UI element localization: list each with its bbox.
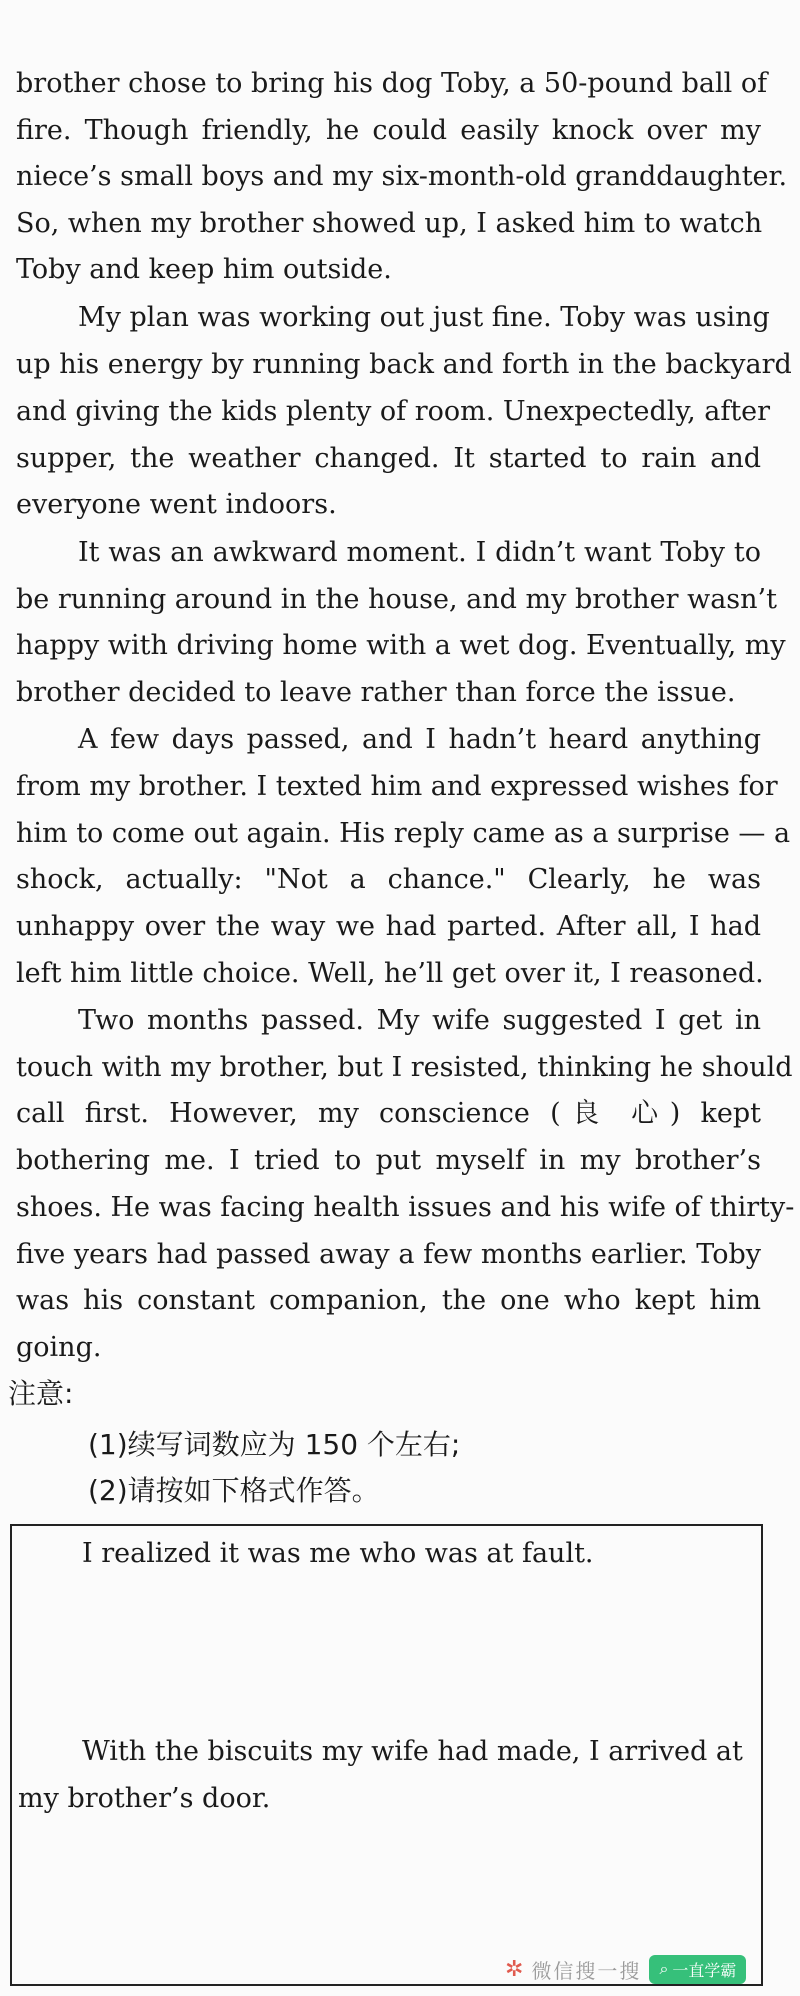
passage-line: five years had passed away a few months earlier. Toby	[16, 1239, 761, 1270]
passage-line: was his constant companion, the one who kept him	[16, 1285, 761, 1316]
passage-line: shoes. He was facing health issues and his wife of thirty-	[16, 1192, 795, 1223]
passage-line: be running around in the house, and my brother wasn’t	[16, 584, 777, 615]
passage-line: supper, the weather changed. It started to rain and	[16, 443, 761, 474]
passage-line: and giving the kids plenty of room. Unexpectedly, after	[16, 396, 771, 427]
passage-line: Toby and keep him outside.	[16, 254, 392, 285]
passage-line: happy with driving home with a wet dog. Eventually, my	[16, 630, 786, 661]
passage-line: brother chose to bring his dog Toby, a 50-pound ball of	[16, 68, 768, 99]
passage-line: unhappy over the way we had parted. After all, I had	[16, 911, 761, 942]
notes-heading: 注意:	[8, 1377, 74, 1410]
answer-para2-line2: my brother’s door.	[18, 1783, 271, 1814]
passage-line: It was an awkward moment. I didn’t want Toby to	[78, 537, 761, 568]
passage-line: left him little choice. Well, he’ll get over it, I reasoned.	[16, 958, 764, 989]
passage-line: touch with my brother, but I resisted, thinking he should	[16, 1052, 793, 1083]
answer-para2-line1: With the biscuits my wife had made, I arrived at	[82, 1736, 743, 1767]
passage-line: fire. Though friendly, he could easily knock over my	[16, 115, 761, 146]
passage-line: call first. However, my conscience (良 心) kept	[16, 1098, 761, 1129]
wechat-search-icon: ✲	[505, 1956, 524, 1982]
watermark	[505, 1950, 795, 1988]
watermark-search-button[interactable]	[649, 1955, 746, 1984]
note-item: (2)请按如下格式作答。	[88, 1474, 380, 1507]
watermark-button-label: 一直学霸	[672, 1960, 737, 1980]
passage-line: So, when my brother showed up, I asked him to watch	[16, 208, 763, 239]
passage-line: My plan was working out just fine. Toby was using	[78, 302, 770, 333]
passage-line: up his energy by running back and forth in the backyard	[16, 349, 792, 380]
passage-line: everyone went indoors.	[16, 489, 337, 520]
passage-line: going.	[16, 1332, 102, 1363]
passage-line: shock, actually: "Not a chance." Clearly, he was	[16, 864, 761, 895]
passage-line: A few days passed, and I hadn’t heard anything	[78, 724, 761, 755]
passage-line: him to come out again. His reply came as a surprise — a	[16, 818, 791, 849]
passage-line: Two months passed. My wife suggested I get in	[78, 1005, 761, 1036]
watermark-text: 微信搜一搜	[531, 1958, 642, 1983]
answer-para1: I realized it was me who was at fault.	[82, 1538, 594, 1569]
answer-box	[10, 1524, 763, 1986]
passage-line: brother decided to leave rather than force the issue.	[16, 677, 736, 708]
passage-line: from my brother. I texted him and expressed wishes for	[16, 771, 778, 802]
search-icon: ⌕	[659, 1959, 669, 1978]
passage-line: bothering me. I tried to put myself in my brother’s	[16, 1145, 761, 1176]
note-item: (1)续写词数应为 150 个左右;	[88, 1428, 461, 1461]
passage-line: niece’s small boys and my six-month-old granddaughter.	[16, 161, 788, 192]
